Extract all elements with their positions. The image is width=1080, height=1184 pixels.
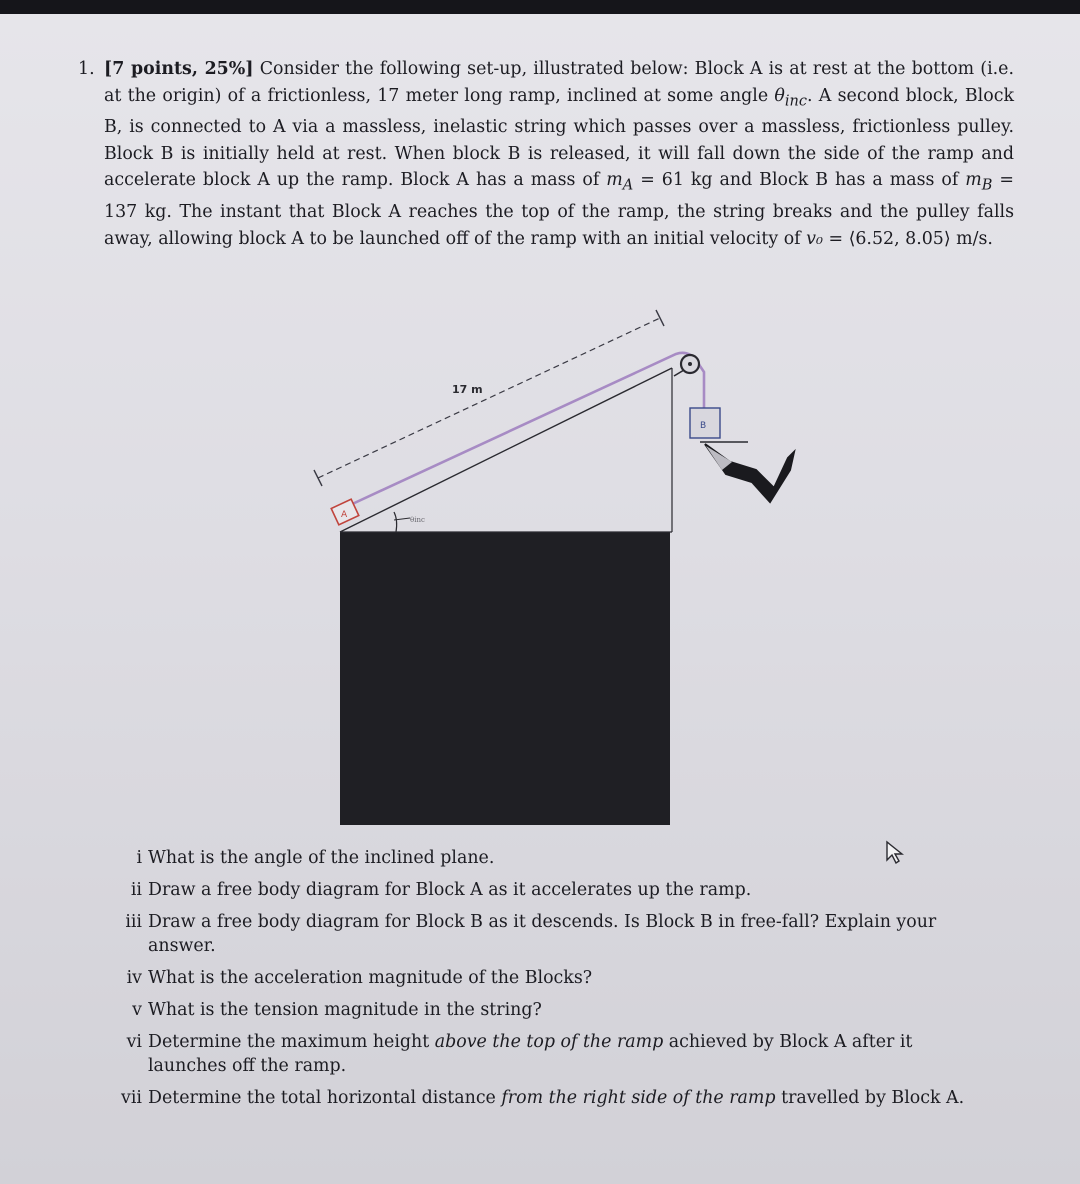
question-text: What is the tension magnitude in the string? — [148, 1000, 542, 1020]
mass-b-value: = 137 kg. The instant that Block A reaches the top of the ramp, the string breaks and the pulley falls away, allowing block A to be launched off of the ramp with an initial velocity of — [104, 170, 1014, 249]
question-item — [110, 1086, 990, 1110]
question-roman: v — [132, 1000, 142, 1020]
problem-text-part1: Consider the following set-up, illustrated below: Block A is at rest at the bottom (i.e. at the origin) of a frictionless, 17 meter long ramp, inclined at some angle — [104, 59, 1015, 106]
block-a-label: A — [341, 510, 348, 520]
theta-symbol: θ — [774, 85, 785, 106]
question-text-before: Determine the total horizontal distance — [148, 1088, 502, 1108]
question-text-after: travelled by Block A. — [775, 1088, 965, 1108]
question-text-before: Determine the maximum height — [148, 1032, 435, 1052]
block-b-label: B — [700, 421, 707, 431]
dimension-line — [318, 318, 660, 478]
angle-label: θinc — [410, 516, 425, 524]
question-text: Draw a free body diagram for Block A as it accelerates up the ramp. — [148, 880, 752, 900]
question-text: What is the acceleration magnitude of the Blocks? — [148, 968, 593, 988]
question-item — [110, 998, 990, 1022]
question-item — [110, 846, 990, 870]
question-item — [110, 1030, 990, 1078]
question-roman: iv — [126, 968, 142, 988]
table-base — [340, 532, 670, 825]
dimension-tick-left — [314, 470, 322, 486]
points-label: [7 points, 25%] — [104, 59, 254, 79]
mass-a-subscript: A — [622, 177, 634, 194]
question-roman: i — [136, 848, 142, 868]
mass-b-subscript: B — [981, 177, 993, 194]
question-roman: ii — [130, 880, 142, 900]
question-roman: iii — [125, 912, 142, 932]
mass-a-symbol: m — [606, 170, 623, 191]
question-list — [110, 846, 990, 1118]
question-text-italic: from the right side of the ramp — [501, 1088, 776, 1108]
ramp-length-label: 17 m — [452, 383, 483, 396]
question-item — [110, 878, 990, 902]
question-text-italic: above the top of the ramp — [434, 1032, 664, 1052]
mass-a-value: = 61 kg and Block B has a mass of — [633, 170, 966, 191]
problem-text-part2: . A second block, Block B, is connected to A via a massless, inelastic string which passes over a massless, frictionless pulley. Block B is initially held at rest. When block B is released, it will fall down the side of the ramp and accelerate block A up the ramp. Block A has a mass of — [104, 85, 1014, 191]
hand-illustration — [705, 444, 794, 502]
question-roman: vi — [126, 1032, 142, 1052]
angle-arc — [394, 512, 397, 532]
question-roman: vii — [121, 1088, 142, 1108]
problem-number: 1. — [78, 59, 95, 79]
pulley-axle — [688, 362, 692, 366]
question-item — [110, 910, 990, 958]
ramp-surface — [340, 368, 672, 532]
question-item — [110, 966, 990, 990]
question-text: Draw a free body diagram for Block B as it descends. Is Block B in free-fall? Explain your answer. — [148, 912, 937, 956]
mass-b-symbol: m — [965, 170, 982, 191]
question-text-after: achieved by Block A after it launches off the ramp. — [148, 1032, 913, 1076]
theta-subscript: inc — [784, 92, 808, 109]
string — [348, 353, 707, 506]
velocity-symbol: v₀ — [806, 228, 823, 249]
question-text: What is the angle of the inclined plane. — [148, 848, 495, 868]
pulley-support — [674, 370, 684, 376]
velocity-value: = ⟨6.52, 8.05⟩ m/s. — [822, 228, 993, 249]
dimension-tick-right — [656, 310, 664, 326]
